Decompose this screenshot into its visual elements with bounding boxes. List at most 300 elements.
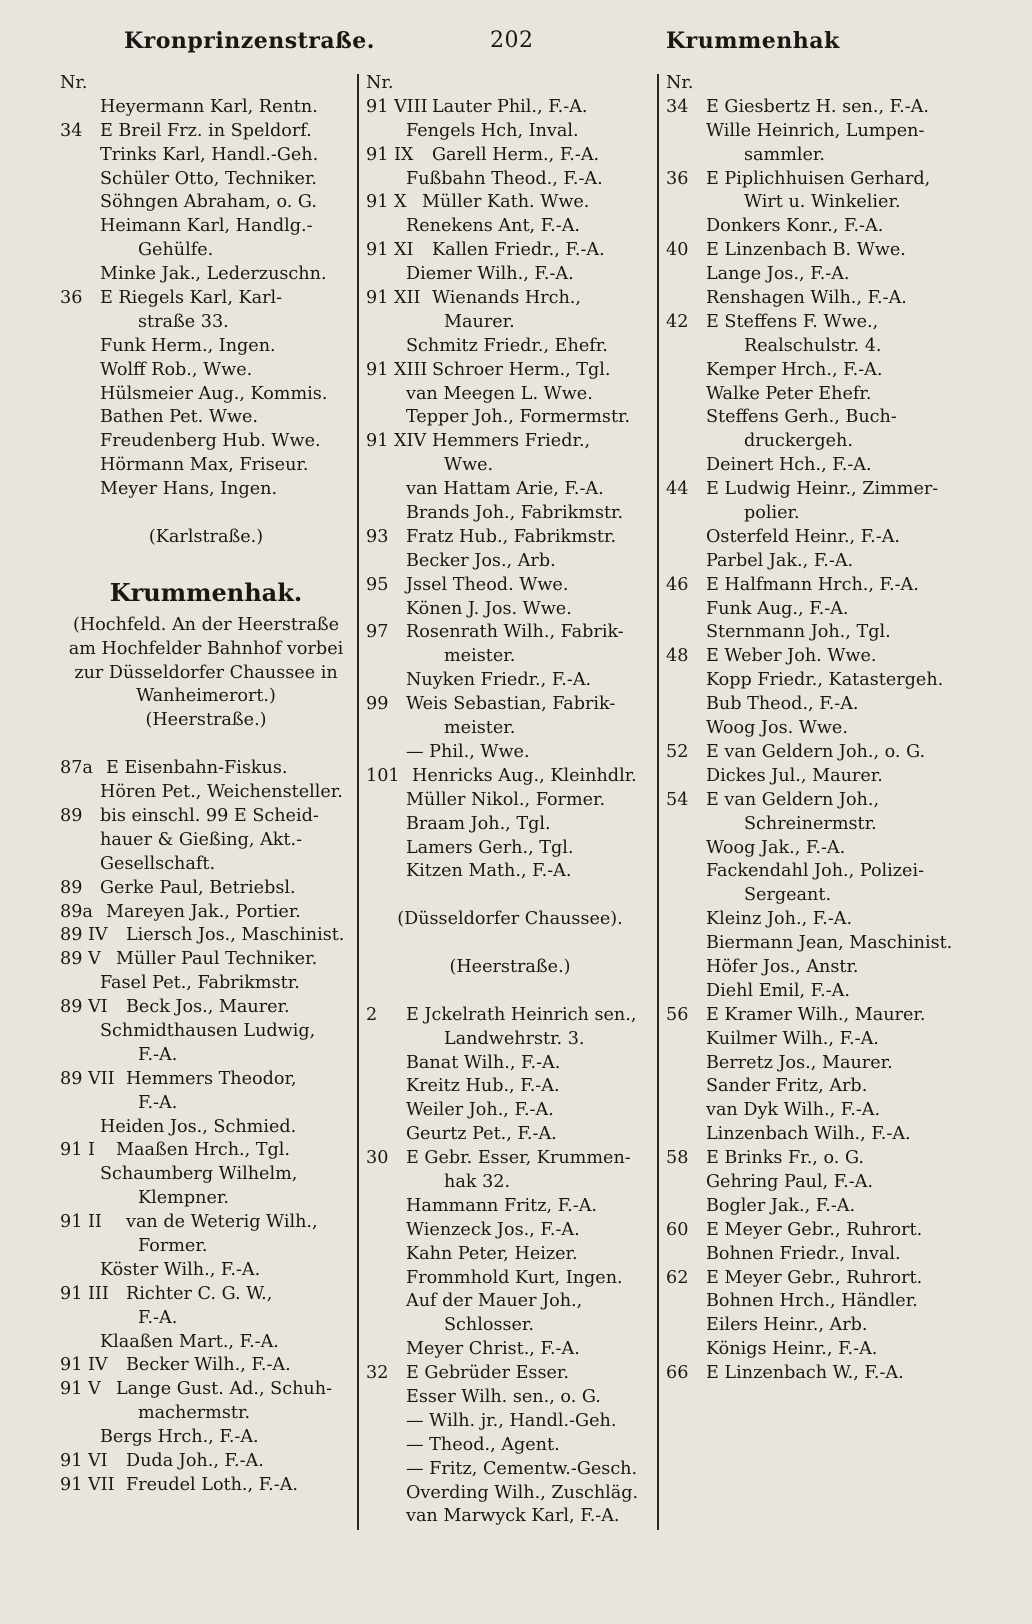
directory-entry bbox=[60, 996, 352, 1020]
resident-text: Biermann Jean, Maschinist. bbox=[706, 933, 953, 954]
directory-entry bbox=[366, 359, 654, 383]
resident-text: E Piplichhuisen Gerhard, bbox=[706, 168, 931, 189]
spacer bbox=[366, 980, 654, 1004]
directory-entry bbox=[366, 239, 654, 263]
directory-entry bbox=[666, 789, 966, 813]
resident-text: Bergs Hrch., F.-A. bbox=[100, 1427, 259, 1448]
resident-text: Lamers Gerh., Tgl. bbox=[406, 837, 574, 858]
resident-text: E Meyer Gebr., Ruhrort. bbox=[706, 1219, 923, 1240]
street-note: Wanheimerort.) bbox=[136, 686, 276, 707]
directory-entry bbox=[366, 287, 654, 311]
directory-entry bbox=[666, 550, 966, 574]
resident-text: E Brinks Fr., o. G. bbox=[706, 1148, 864, 1169]
resident-text: Beck Jos., Maurer. bbox=[126, 997, 290, 1018]
running-head-left: Kronprinzenstraße. bbox=[124, 28, 375, 54]
directory-entry bbox=[366, 1386, 654, 1410]
directory-entry bbox=[366, 813, 654, 837]
house-number: 87a bbox=[60, 758, 93, 779]
house-number: 32 bbox=[366, 1363, 389, 1384]
resident-text: Müller Paul Techniker. bbox=[116, 949, 318, 970]
directory-entry bbox=[366, 1267, 654, 1291]
resident-text: Maaßen Hrch., Tgl. bbox=[116, 1140, 291, 1161]
street-note: (Düsseldorfer Chaussee). bbox=[397, 909, 623, 930]
directory-entry bbox=[60, 1283, 352, 1307]
directory-entry bbox=[60, 383, 352, 407]
resident-text: E Gebr. Esser, Krummen- bbox=[406, 1148, 631, 1169]
resident-text: Former. bbox=[138, 1235, 208, 1256]
resident-text: Eilers Heinr., Arb. bbox=[706, 1315, 868, 1336]
resident-text: Schaumberg Wilhelm, bbox=[100, 1164, 298, 1185]
resident-text: Meyer Christ., F.-A. bbox=[406, 1339, 580, 1360]
resident-text: Geurtz Pet., F.-A. bbox=[406, 1124, 557, 1145]
directory-entry bbox=[366, 144, 654, 168]
directory-entry bbox=[60, 948, 352, 972]
directory-entry bbox=[666, 454, 966, 478]
directory-entry bbox=[666, 1171, 966, 1195]
resident-text: Hülsmeier Aug., Kommis. bbox=[100, 383, 328, 404]
directory-entry bbox=[666, 120, 966, 144]
street-note: (Hochfeld. An der Heerstraße bbox=[72, 614, 340, 635]
directory-entry bbox=[366, 789, 654, 813]
resident-text: Realschulstr. 4. bbox=[744, 335, 882, 356]
resident-text: Becker Jos., Arb. bbox=[406, 550, 556, 571]
resident-text: Wwe. bbox=[444, 455, 494, 476]
directory-entry bbox=[60, 1378, 352, 1402]
directory-entry bbox=[366, 1028, 654, 1052]
house-number: 42 bbox=[666, 311, 689, 332]
house-number: 99 bbox=[366, 694, 389, 715]
resident-text: Klaaßen Mart., F.-A. bbox=[100, 1331, 279, 1352]
house-number: 91 III bbox=[60, 1283, 109, 1304]
directory-entry bbox=[60, 287, 352, 311]
directory-entry bbox=[366, 335, 654, 359]
resident-text: Meyer Hans, Ingen. bbox=[100, 479, 278, 500]
directory-entry bbox=[666, 1195, 966, 1219]
resident-text: Wienzeck Jos., F.-A. bbox=[406, 1219, 580, 1240]
house-number: 91 VIII bbox=[366, 96, 428, 117]
house-number: 91 II bbox=[60, 1212, 102, 1233]
resident-text: Funk Aug., F.-A. bbox=[706, 598, 849, 619]
resident-text: F.-A. bbox=[138, 1044, 178, 1065]
directory-entry bbox=[666, 669, 966, 693]
resident-text: Gehülfe. bbox=[138, 240, 214, 261]
resident-text: Walke Peter Ehefr. bbox=[706, 383, 872, 404]
resident-text: — Fritz, Cementw.-Gesch. bbox=[406, 1458, 638, 1479]
resident-text: Tepper Joh., Formermstr. bbox=[406, 407, 631, 428]
directory-entry bbox=[60, 430, 352, 454]
resident-text: Wolff Rob., Wwe. bbox=[100, 359, 253, 380]
directory-entry bbox=[60, 877, 352, 901]
resident-text: Bathen Pet. Wwe. bbox=[100, 407, 259, 428]
directory-entry bbox=[666, 1362, 966, 1386]
number-column-heading: Nr. bbox=[666, 73, 694, 93]
directory-entry bbox=[666, 1147, 966, 1171]
directory-entry bbox=[60, 1211, 352, 1235]
directory-entry bbox=[366, 406, 654, 430]
directory-entry bbox=[666, 1123, 966, 1147]
street-note: (Karlstraße.) bbox=[148, 526, 264, 547]
resident-text: Bogler Jak., F.-A. bbox=[706, 1195, 856, 1216]
directory-entry bbox=[366, 837, 654, 861]
directory-entry bbox=[60, 478, 352, 502]
house-number: 46 bbox=[666, 574, 689, 595]
resident-text: Fengels Hch, Inval. bbox=[406, 120, 579, 141]
directory-entry bbox=[666, 478, 966, 502]
resident-text: meister. bbox=[444, 718, 516, 739]
directory-entry bbox=[666, 765, 966, 789]
directory-entry bbox=[60, 191, 352, 215]
directory-entry bbox=[666, 908, 966, 932]
directory-entry bbox=[366, 1099, 654, 1123]
resident-text: Weiler Joh., F.-A. bbox=[406, 1100, 554, 1121]
directory-entry bbox=[366, 860, 654, 884]
resident-text: Kopp Friedr., Katastergeh. bbox=[706, 670, 944, 691]
directory-entry bbox=[366, 478, 654, 502]
resident-text: Gehring Paul, F.-A. bbox=[706, 1171, 874, 1192]
resident-text: Müller Kath. Wwe. bbox=[422, 192, 590, 213]
resident-text: — Wilh. jr., Handl.-Geh. bbox=[406, 1410, 617, 1431]
resident-text: Heiden Jos., Schmied. bbox=[100, 1116, 297, 1137]
directory-entry bbox=[366, 1410, 654, 1434]
directory-entry bbox=[366, 741, 654, 765]
house-number: 40 bbox=[666, 240, 689, 261]
house-number: 60 bbox=[666, 1219, 689, 1240]
directory-entry bbox=[366, 1505, 654, 1529]
resident-text: Hammann Fritz, F.-A. bbox=[406, 1195, 598, 1216]
directory-entry bbox=[60, 1163, 352, 1187]
running-head-right: Krummenhak bbox=[666, 28, 840, 54]
resident-text: Schlosser. bbox=[444, 1315, 534, 1336]
directory-entry bbox=[366, 1171, 654, 1195]
directory-entry bbox=[366, 621, 654, 645]
directory-entry bbox=[666, 1219, 966, 1243]
resident-text: Woog Jos. Wwe. bbox=[706, 718, 848, 739]
directory-entry bbox=[60, 1044, 352, 1068]
resident-text: Schmitz Friedr., Ehefr. bbox=[406, 335, 608, 356]
house-number: 34 bbox=[666, 96, 689, 117]
resident-text: Klempner. bbox=[138, 1188, 229, 1209]
directory-entry bbox=[366, 693, 654, 717]
resident-text: E Riegels Karl, Karl- bbox=[100, 288, 283, 309]
resident-text: Fackendahl Joh., Polizei- bbox=[706, 861, 925, 882]
directory-entry bbox=[60, 781, 352, 805]
resident-text: straße 33. bbox=[138, 311, 229, 332]
directory-entry bbox=[666, 1028, 966, 1052]
resident-text: Donkers Konr., F.-A. bbox=[706, 216, 884, 237]
house-number: 2 bbox=[366, 1004, 378, 1025]
resident-text: Minke Jak., Lederzuschn. bbox=[100, 264, 327, 285]
page-number: 202 bbox=[490, 28, 534, 53]
directory-entry bbox=[366, 191, 654, 215]
resident-text: Renekens Ant, F.-A. bbox=[406, 216, 581, 237]
directory-entry bbox=[60, 406, 352, 430]
directory-entry bbox=[666, 932, 966, 956]
resident-text: Lange Jos., F.-A. bbox=[706, 264, 850, 285]
directory-entry bbox=[60, 120, 352, 144]
resident-text: Heimann Karl, Handlg.- bbox=[100, 216, 313, 237]
resident-text: Duda Joh., F.-A. bbox=[126, 1450, 264, 1471]
resident-text: Maurer. bbox=[444, 311, 515, 332]
directory-entry bbox=[666, 96, 966, 120]
directory-entry bbox=[366, 168, 654, 192]
house-number: 62 bbox=[666, 1267, 689, 1288]
resident-text: Fratz Hub., Fabrikmstr. bbox=[406, 526, 617, 547]
resident-text: E Meyer Gebr., Ruhrort. bbox=[706, 1267, 923, 1288]
resident-text: F.-A. bbox=[138, 1092, 178, 1113]
resident-text: Freudel Loth., F.-A. bbox=[126, 1474, 299, 1495]
house-number: 44 bbox=[666, 479, 689, 500]
directory-entry bbox=[366, 1458, 654, 1482]
directory-entry bbox=[666, 502, 966, 526]
column-left bbox=[60, 72, 352, 1498]
house-number: 48 bbox=[666, 646, 689, 667]
directory-entry bbox=[666, 383, 966, 407]
resident-text: machermstr. bbox=[138, 1403, 251, 1424]
directory-entry bbox=[366, 120, 654, 144]
directory-entry bbox=[666, 980, 966, 1004]
directory-entry bbox=[366, 1052, 654, 1076]
resident-text: Fasel Pet., Fabrikmstr. bbox=[100, 973, 300, 994]
resident-text: Bohnen Friedr., Inval. bbox=[706, 1243, 901, 1264]
house-number: 101 bbox=[366, 765, 400, 786]
house-number: 66 bbox=[666, 1363, 689, 1384]
directory-entry bbox=[366, 1075, 654, 1099]
resident-text: — Theod., Agent. bbox=[406, 1434, 560, 1455]
directory-entry bbox=[666, 1243, 966, 1267]
resident-text: Weis Sebastian, Fabrik- bbox=[406, 694, 616, 715]
resident-text: E Steffens F. Wwe., bbox=[706, 311, 879, 332]
column-divider bbox=[357, 74, 359, 1530]
directory-entry bbox=[366, 430, 654, 454]
directory-entry bbox=[366, 1314, 654, 1338]
house-number: 91 VII bbox=[60, 1474, 115, 1495]
directory-entry bbox=[60, 757, 352, 781]
resident-text: E Kramer Wilh., Maurer. bbox=[706, 1004, 926, 1025]
directory-entry bbox=[60, 805, 352, 829]
resident-text: Bohnen Hrch., Händler. bbox=[706, 1291, 918, 1312]
directory-entry bbox=[60, 239, 352, 263]
directory-entry bbox=[666, 860, 966, 884]
spacer bbox=[60, 502, 352, 526]
directory-entry bbox=[60, 1402, 352, 1426]
resident-text: Renshagen Wilh., F.-A. bbox=[706, 288, 907, 309]
directory-entry bbox=[60, 1020, 352, 1044]
resident-text: — Phil., Wwe. bbox=[406, 741, 530, 762]
resident-text: E Jckelrath Heinrich sen., bbox=[406, 1004, 637, 1025]
resident-text: van Dyk Wilh., F.-A. bbox=[706, 1100, 881, 1121]
directory-entry bbox=[666, 335, 966, 359]
resident-text: sammler. bbox=[744, 144, 825, 165]
directory-entry bbox=[366, 669, 654, 693]
resident-text: Esser Wilh. sen., o. G. bbox=[406, 1386, 601, 1407]
house-number: 89a bbox=[60, 901, 93, 922]
resident-text: Frommhold Kurt, Ingen. bbox=[406, 1267, 623, 1288]
directory-entry bbox=[366, 526, 654, 550]
house-number: 91 IX bbox=[366, 144, 414, 165]
directory-entry bbox=[60, 1139, 352, 1163]
resident-text: F.-A. bbox=[138, 1307, 178, 1328]
resident-text: Woog Jak., F.-A. bbox=[706, 837, 846, 858]
directory-entry bbox=[666, 884, 966, 908]
directory-entry bbox=[666, 693, 966, 717]
directory-entry bbox=[666, 239, 966, 263]
resident-text: meister. bbox=[444, 646, 516, 667]
resident-text: Linzenbach Wilh., F.-A. bbox=[706, 1124, 911, 1145]
resident-text: E Eisenbahn-Fiskus. bbox=[106, 758, 288, 779]
number-column-heading: Nr. bbox=[60, 73, 88, 93]
resident-text: E Breil Frz. in Speldorf. bbox=[100, 120, 312, 141]
house-number: 36 bbox=[666, 168, 689, 189]
directory-entry bbox=[60, 924, 352, 948]
resident-text: Overding Wilh., Zuschläg. bbox=[406, 1482, 639, 1503]
street-note: (Heerstraße.) bbox=[145, 710, 267, 731]
house-number: 89 bbox=[60, 877, 83, 898]
resident-text: Becker Wilh., F.-A. bbox=[126, 1355, 291, 1376]
resident-text: Deinert Hch., F.-A. bbox=[706, 455, 872, 476]
resident-text: Braam Joh., Tgl. bbox=[406, 813, 551, 834]
resident-text: Sander Fritz, Arb. bbox=[706, 1076, 868, 1097]
directory-entry bbox=[366, 1219, 654, 1243]
resident-text: Schmidthausen Ludwig, bbox=[100, 1020, 316, 1041]
directory-entry bbox=[666, 1004, 966, 1028]
resident-text: Gesellschaft. bbox=[100, 853, 216, 874]
resident-text: E Ludwig Heinr., Zimmer- bbox=[706, 479, 939, 500]
house-number: 89 VII bbox=[60, 1068, 115, 1089]
house-number: 58 bbox=[666, 1148, 689, 1169]
resident-text: Auf der Mauer Joh., bbox=[406, 1291, 583, 1312]
directory-entry bbox=[366, 1195, 654, 1219]
directory-entry bbox=[666, 263, 966, 287]
resident-text: Kuilmer Wilh., F.-A. bbox=[706, 1028, 879, 1049]
directory-entry bbox=[366, 311, 654, 335]
resident-text: Jssel Theod. Wwe. bbox=[406, 574, 569, 595]
resident-text: Rosenrath Wilh., Fabrik- bbox=[406, 622, 624, 643]
house-number: 91 I bbox=[60, 1140, 95, 1161]
resident-text: Parbel Jak., F.-A. bbox=[706, 550, 854, 571]
directory-entry bbox=[60, 1474, 352, 1498]
resident-text: E van Geldern Joh., bbox=[706, 789, 880, 810]
house-number: 91 VI bbox=[60, 1450, 108, 1471]
directory-entry bbox=[366, 96, 654, 120]
directory-entry bbox=[60, 829, 352, 853]
resident-text: hauer & Gießing, Akt.- bbox=[100, 829, 303, 850]
directory-entry bbox=[60, 901, 352, 925]
resident-text: Kallen Friedr., F.-A. bbox=[432, 240, 605, 261]
resident-text: Sergeant. bbox=[744, 885, 832, 906]
house-number: 36 bbox=[60, 288, 83, 309]
directory-entry bbox=[366, 550, 654, 574]
directory-entry bbox=[60, 96, 352, 120]
directory-entry bbox=[366, 574, 654, 598]
directory-entry bbox=[666, 645, 966, 669]
resident-text: Höfer Jos., Anstr. bbox=[706, 956, 859, 977]
column-divider bbox=[657, 74, 659, 1530]
directory-entry bbox=[60, 168, 352, 192]
resident-text: E Linzenbach W., F.-A. bbox=[706, 1363, 904, 1384]
resident-text: Kleinz Joh., F.-A. bbox=[706, 909, 853, 930]
resident-text: Lange Gust. Ad., Schuh- bbox=[116, 1379, 333, 1400]
resident-text: Kemper Hrch., F.-A. bbox=[706, 359, 883, 380]
resident-text: Müller Nikol., Former. bbox=[406, 789, 606, 810]
resident-text: Liersch Jos., Maschinist. bbox=[126, 925, 345, 946]
house-number: 34 bbox=[60, 120, 83, 141]
directory-entry bbox=[60, 454, 352, 478]
street-heading: Krummenhak. bbox=[109, 577, 303, 607]
resident-text: Gerke Paul, Betriebsl. bbox=[100, 877, 296, 898]
directory-entry bbox=[366, 765, 654, 789]
resident-text: van Marwyck Karl, F.-A. bbox=[406, 1506, 620, 1527]
directory-entry bbox=[666, 741, 966, 765]
directory-entry bbox=[366, 1123, 654, 1147]
house-number: 30 bbox=[366, 1148, 389, 1169]
resident-text: Osterfeld Heinr., F.-A. bbox=[706, 526, 901, 547]
resident-text: Wienands Hrch., bbox=[432, 288, 581, 309]
directory-entry bbox=[60, 263, 352, 287]
directory-entry bbox=[366, 1362, 654, 1386]
house-number: 93 bbox=[366, 526, 389, 547]
resident-text: van Meegen L. Wwe. bbox=[406, 383, 593, 404]
resident-text: Heyermann Karl, Rentn. bbox=[100, 96, 318, 117]
resident-text: Hemmers Friedr., bbox=[432, 431, 591, 452]
resident-text: hak 32. bbox=[444, 1171, 511, 1192]
directory-entry bbox=[666, 168, 966, 192]
resident-text: Königs Heinr., F.-A. bbox=[706, 1339, 878, 1360]
directory-entry bbox=[666, 1267, 966, 1291]
resident-text: Trinks Karl, Handl.-Geh. bbox=[100, 144, 319, 165]
directory-entry bbox=[366, 645, 654, 669]
directory-entry bbox=[666, 1314, 966, 1338]
resident-text: polier. bbox=[744, 503, 800, 524]
directory-entry bbox=[666, 311, 966, 335]
house-number: 89 bbox=[60, 805, 83, 826]
directory-entry bbox=[666, 191, 966, 215]
directory-entry bbox=[666, 1075, 966, 1099]
directory-entry bbox=[366, 1004, 654, 1028]
resident-text: Diemer Wilh., F.-A. bbox=[406, 264, 574, 285]
directory-entry bbox=[60, 1092, 352, 1116]
directory-entry bbox=[60, 1354, 352, 1378]
directory-entry bbox=[60, 215, 352, 239]
directory-entry bbox=[60, 335, 352, 359]
spacer bbox=[366, 932, 654, 956]
directory-entry bbox=[666, 1290, 966, 1314]
directory-entry bbox=[60, 1331, 352, 1355]
column-right bbox=[666, 72, 966, 1386]
directory-entry bbox=[666, 215, 966, 239]
resident-text: Nuyken Friedr., F.-A. bbox=[406, 670, 592, 691]
resident-text: Mareyen Jak., Portier. bbox=[106, 901, 301, 922]
directory-entry bbox=[666, 813, 966, 837]
resident-text: Berretz Jos., Maurer. bbox=[706, 1052, 893, 1073]
directory-entry bbox=[666, 837, 966, 861]
directory-entry bbox=[666, 430, 966, 454]
resident-text: Hören Pet., Weichensteller. bbox=[100, 782, 343, 803]
house-number: 56 bbox=[666, 1004, 689, 1025]
house-number: 97 bbox=[366, 622, 389, 643]
directory-entry bbox=[666, 574, 966, 598]
street-note: am Hochfelder Bahnhof vorbei bbox=[68, 638, 344, 659]
resident-text: Garell Herm., F.-A. bbox=[432, 144, 600, 165]
resident-text: Wille Heinrich, Lumpen- bbox=[706, 120, 925, 141]
resident-text: Funk Herm., Ingen. bbox=[100, 335, 276, 356]
directory-entry bbox=[60, 1235, 352, 1259]
number-column-heading: Nr. bbox=[366, 73, 394, 93]
house-number: 91 X bbox=[366, 192, 407, 213]
house-number: 89 VI bbox=[60, 997, 108, 1018]
resident-text: Söhngen Abraham, o. G. bbox=[100, 192, 317, 213]
directory-entry bbox=[666, 598, 966, 622]
directory-entry bbox=[666, 144, 966, 168]
